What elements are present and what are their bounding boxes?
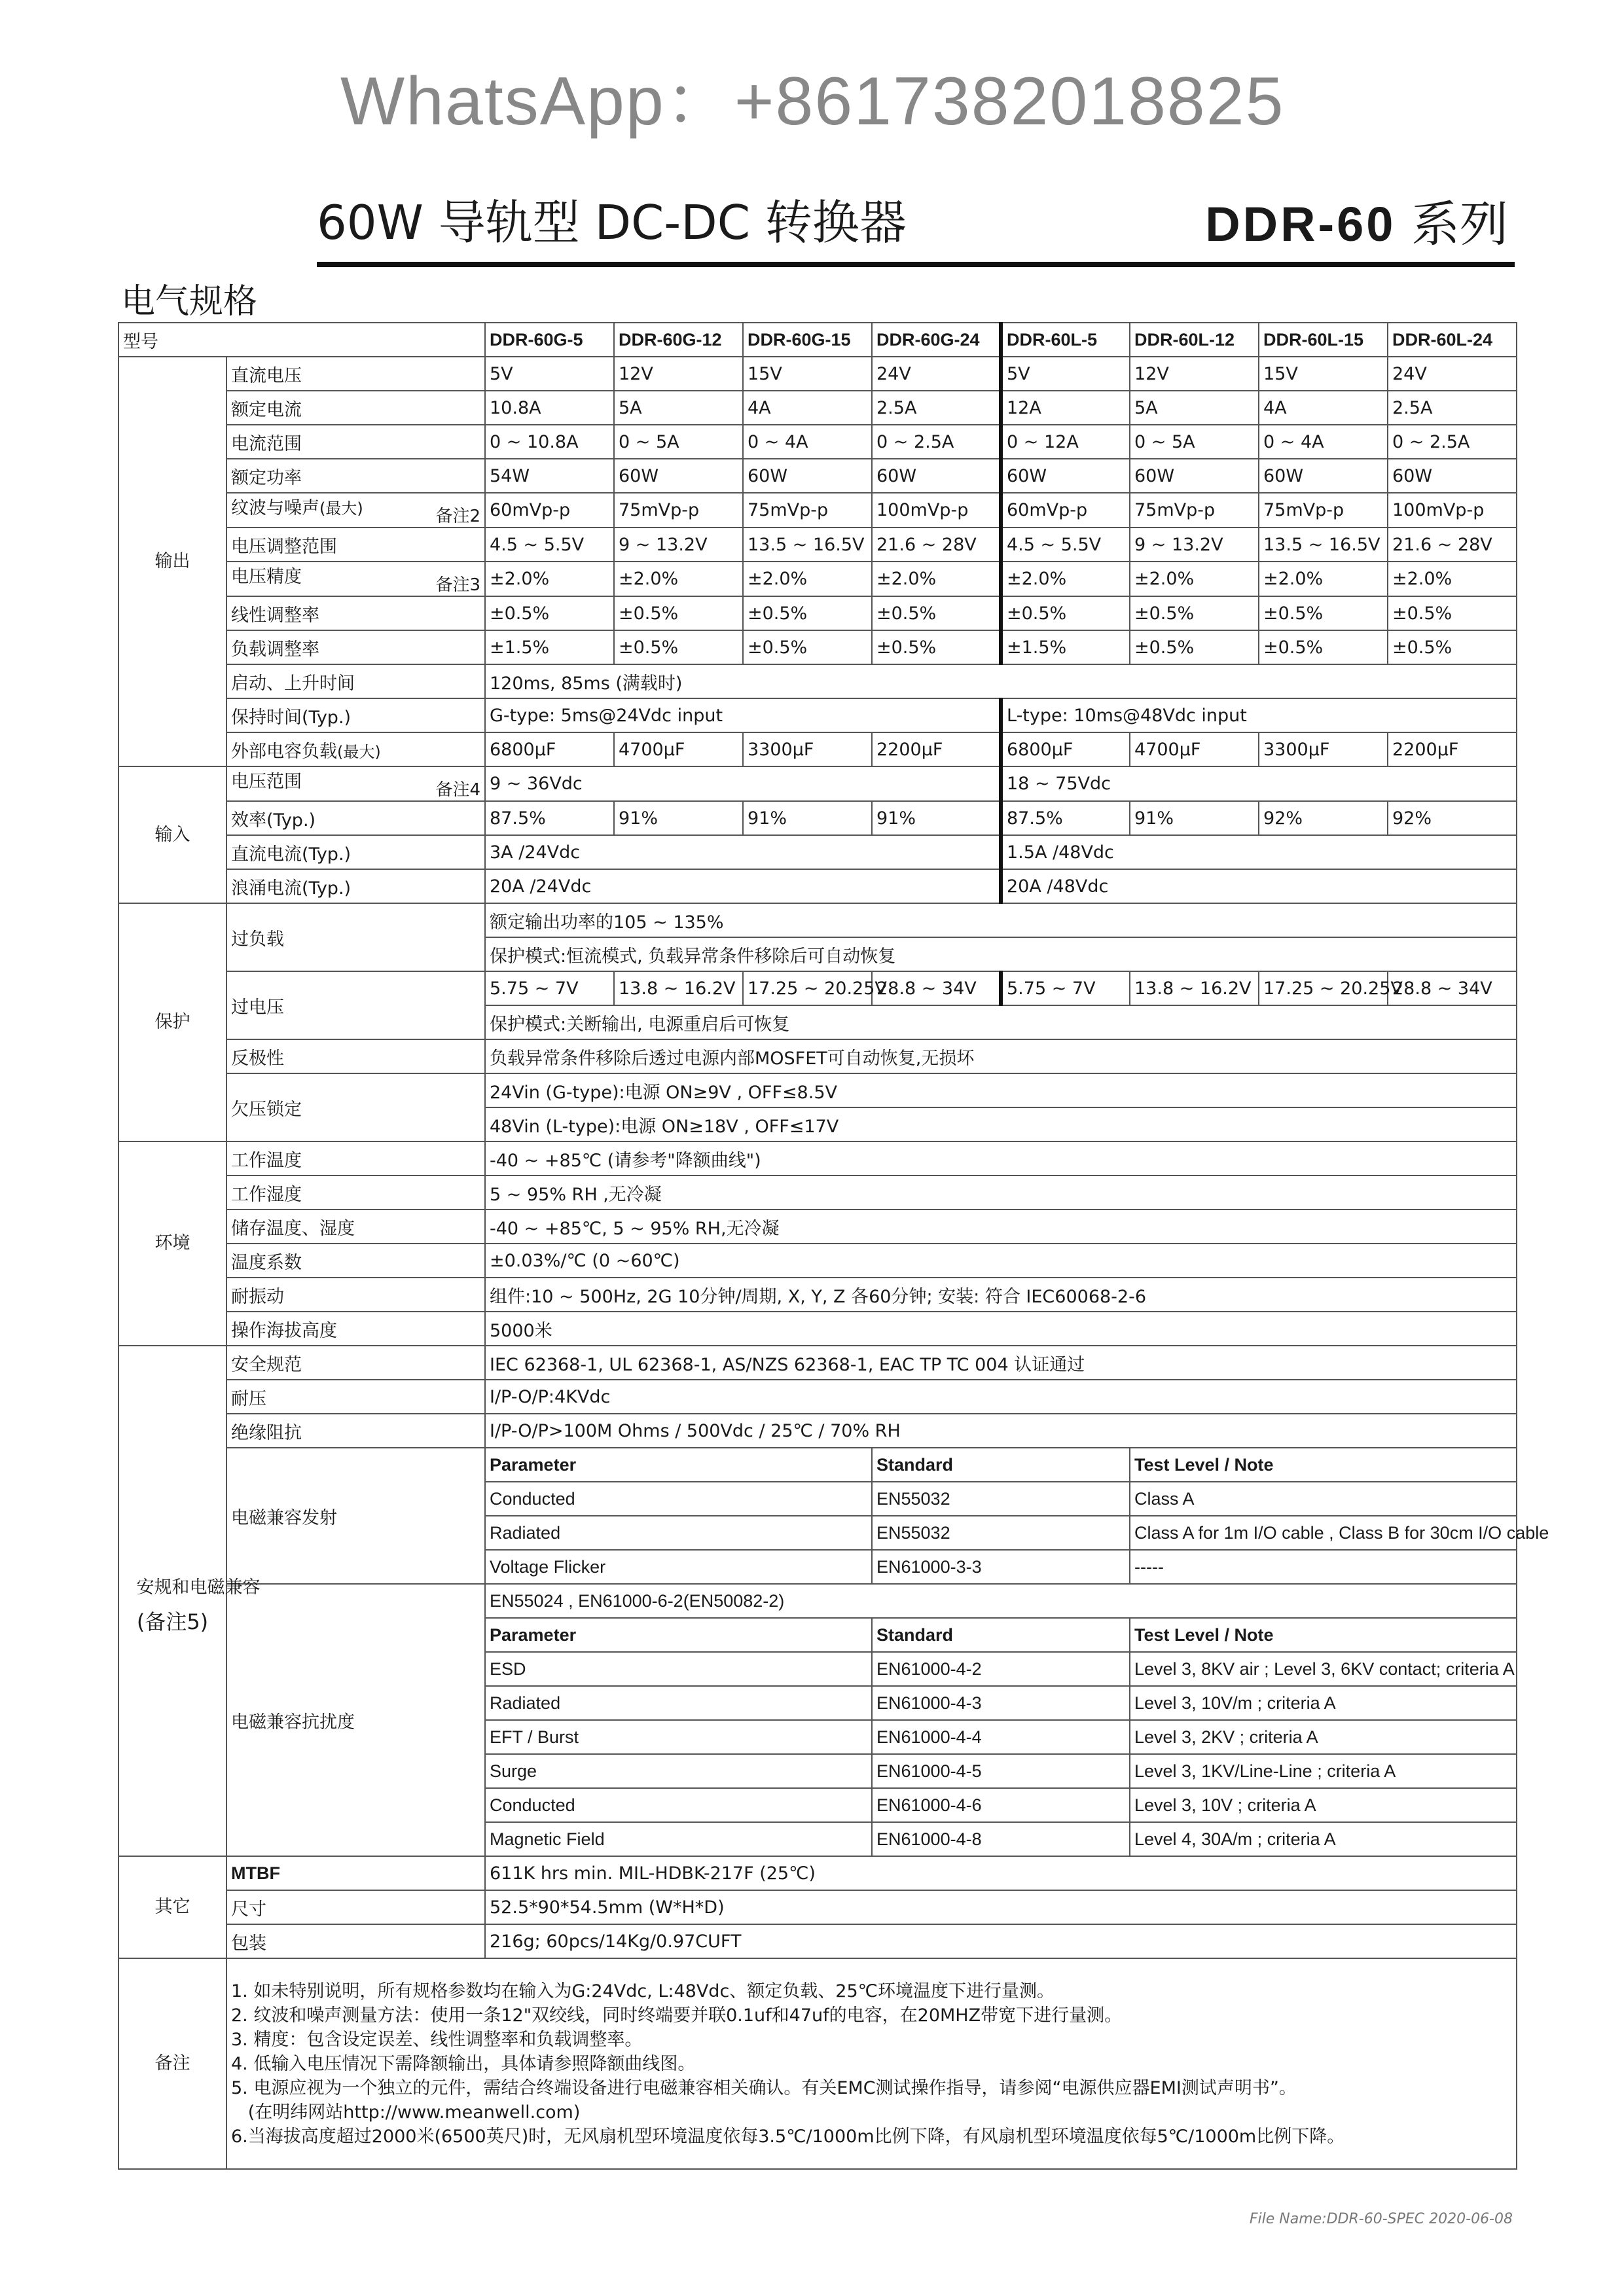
table-row <box>118 835 1517 869</box>
value-cell: 24V <box>872 357 1001 391</box>
table-row <box>118 1210 1517 1244</box>
ems-cell: Level 3, 2KV ; criteria A <box>1130 1720 1517 1754</box>
note-line: 5. 电源应视为一个独立的元件，需结合终端设备进行电磁兼容相关确认。有关EMC测试操作指导，请参阅“电源供应器EMI测试声明书”。 <box>231 2077 1297 2098</box>
value-cell: 0 ~ 12A <box>1001 425 1130 459</box>
value-cell: 5000米 <box>485 1312 1517 1346</box>
table-row <box>118 323 1517 357</box>
value-cell: 5A <box>614 391 743 425</box>
value-cell: 6800μF <box>485 732 614 766</box>
table-row <box>118 357 1517 391</box>
value-cell: 120ms, 85ms (满载时) <box>485 664 1517 698</box>
table-row <box>118 1175 1517 1210</box>
table-row <box>118 1073 1517 1107</box>
note-ref: 备注4 <box>435 780 480 800</box>
value-cell: 21.6 ~ 28V <box>1388 528 1517 562</box>
value-cell: 92% <box>1259 801 1388 835</box>
value-cell: 负载异常条件移除后透过电源内部MOSFET可自动恢复,无损坏 <box>485 1039 1517 1073</box>
spec-table <box>118 322 1549 2170</box>
row-label: 包装 <box>226 1924 485 1958</box>
row-label: 欠压锁定 <box>226 1073 485 1141</box>
row-label: 电磁兼容抗扰度 <box>226 1584 485 1856</box>
row-label: 耐振动 <box>226 1278 485 1312</box>
value-cell: ±0.5% <box>743 596 872 630</box>
value-cell: 20A /48Vdc <box>1001 869 1517 903</box>
value-cell: ±0.5% <box>1130 630 1259 664</box>
row-label: 操作海拔高度 <box>226 1312 485 1346</box>
row-label: 反极性 <box>226 1039 485 1073</box>
label-qualifier: (最大) <box>337 742 381 761</box>
row-label: MTBF <box>226 1856 485 1890</box>
ems-cell: Magnetic Field <box>485 1822 872 1856</box>
row-label: 额定电流 <box>226 391 485 425</box>
ems-cell: Surge <box>485 1754 872 1788</box>
value-cell: ±0.5% <box>1259 596 1388 630</box>
model-header: DDR-60G-12 <box>614 323 743 357</box>
row-label: 备注4 电压范围 <box>226 766 485 801</box>
row-label: 备注3 电压精度 <box>226 562 485 596</box>
table-row <box>118 664 1517 698</box>
note-ref: 备注3 <box>435 575 480 595</box>
value-cell: ±0.5% <box>614 630 743 664</box>
table-row <box>118 1856 1517 1890</box>
value-cell: 13.5 ~ 16.5V <box>1259 528 1388 562</box>
ems-cell: EN61000-4-8 <box>872 1822 1130 1856</box>
row-label: 保持时间(Typ.) <box>226 698 485 732</box>
value-cell: ±2.0% <box>1259 562 1388 596</box>
value-cell: 3A /24Vdc <box>485 835 1001 869</box>
category-output: 输出 <box>118 357 226 766</box>
value-cell: ±2.0% <box>872 562 1001 596</box>
row-label: 浪涌电流(Typ.) <box>226 869 485 903</box>
file-name-footer: File Name:DDR-60-SPEC 2020-06-08 <box>1249 2211 1513 2227</box>
value-cell: 9 ~ 36Vdc <box>485 766 1001 801</box>
value-cell: ±2.0% <box>485 562 614 596</box>
value-cell: 17.25 ~ 20.25V <box>1259 971 1388 1005</box>
emi-cell: Class A <box>1130 1482 1517 1516</box>
note-line: 2. 纹波和噪声测量方法：使用一条12"双绞线，同时终端要并联0.1uf和47uf的电容，在20MHZ带宽下进行量测。 <box>231 2005 1123 2026</box>
table-row <box>118 1414 1517 1448</box>
note-ref: 备注2 <box>435 507 480 526</box>
ems-cell: Radiated <box>485 1686 872 1720</box>
table-row <box>118 869 1517 903</box>
value-cell: -40 ~ +85℃ (请参考"降额曲线") <box>485 1141 1517 1175</box>
table-row <box>118 425 1517 459</box>
value-cell: 2200μF <box>872 732 1001 766</box>
value-cell: ±0.5% <box>1388 596 1517 630</box>
value-cell: 92% <box>1388 801 1517 835</box>
table-row <box>118 1448 1517 1482</box>
table-row <box>118 630 1517 664</box>
value-cell: ±0.5% <box>614 596 743 630</box>
note-line: (在明纬网站http://www.meanwell.com) <box>231 2102 581 2123</box>
value-cell: I/P-O/P>100M Ohms / 500Vdc / 25℃ / 70% RH <box>485 1414 1517 1448</box>
value-cell: 87.5% <box>485 801 614 835</box>
value-cell: 2.5A <box>1388 391 1517 425</box>
value-cell: 0 ~ 4A <box>1259 425 1388 459</box>
row-label: 储存温度、湿度 <box>226 1210 485 1244</box>
value-cell: ±0.5% <box>1259 630 1388 664</box>
value-cell: ±2.0% <box>1001 562 1130 596</box>
value-cell: 60W <box>1130 459 1259 493</box>
model-header: DDR-60G-15 <box>743 323 872 357</box>
note-line: 4. 低输入电压情况下需降额输出，具体请参照降额曲线图。 <box>231 2053 696 2074</box>
value-cell: L-type: 10ms@48Vdc input <box>1001 698 1517 732</box>
row-label: 外部电容负载(最大) <box>226 732 485 766</box>
value-cell: 20A /24Vdc <box>485 869 1001 903</box>
value-cell: ±2.0% <box>743 562 872 596</box>
value-cell: ±0.5% <box>485 596 614 630</box>
value-cell: 60W <box>1259 459 1388 493</box>
ems-cell: EN61000-4-6 <box>872 1788 1130 1822</box>
row-label: 工作湿度 <box>226 1175 485 1210</box>
value-cell: 28.8 ~ 34V <box>872 971 1001 1005</box>
table-row <box>118 1141 1517 1175</box>
table-row <box>118 1958 1517 2169</box>
model-header: DDR-60L-12 <box>1130 323 1259 357</box>
model-header: DDR-60L-24 <box>1388 323 1517 357</box>
table-row <box>118 1584 1517 1618</box>
series-title: DDR-60 系列 <box>1205 196 1508 253</box>
value-cell: 0 ~ 2.5A <box>872 425 1001 459</box>
value-cell: 4.5 ~ 5.5V <box>1001 528 1130 562</box>
row-label: 直流电流(Typ.) <box>226 835 485 869</box>
ems-header: Test Level / Note <box>1130 1618 1517 1652</box>
note-line: 1. 如未特别说明，所有规格参数均在输入为G:24Vdc, L:48Vdc、额定负载、25℃环境温度下进行量测。 <box>231 1981 1055 2001</box>
model-header: DDR-60G-5 <box>485 323 614 357</box>
value-cell: 60W <box>614 459 743 493</box>
emi-cell: Radiated <box>485 1516 872 1550</box>
model-header: DDR-60G-24 <box>872 323 1001 357</box>
value-cell: 48Vin (L-type):电源 ON≥18V , OFF≤17V <box>485 1107 1517 1141</box>
table-row <box>118 562 1517 596</box>
table-row <box>118 459 1517 493</box>
value-cell: 60W <box>743 459 872 493</box>
ems-cell: Level 4, 30A/m ; criteria A <box>1130 1822 1517 1856</box>
value-cell: 60mVp-p <box>1001 493 1130 528</box>
value-cell: 5V <box>485 357 614 391</box>
value-cell: 4.5 ~ 5.5V <box>485 528 614 562</box>
ems-cell: EN61000-4-3 <box>872 1686 1130 1720</box>
value-cell: ±2.0% <box>1388 562 1517 596</box>
document-header <box>317 190 1515 267</box>
value-cell: 60W <box>1001 459 1130 493</box>
ems-header: Parameter <box>485 1618 872 1652</box>
emi-header: Parameter <box>485 1448 872 1482</box>
value-cell: 15V <box>1259 357 1388 391</box>
value-cell: 5V <box>1001 357 1130 391</box>
ems-cell: EN61000-4-2 <box>872 1652 1130 1686</box>
value-cell: 21.6 ~ 28V <box>872 528 1001 562</box>
value-cell: ±0.5% <box>1001 596 1130 630</box>
row-label: 额定功率 <box>226 459 485 493</box>
value-cell: 216g; 60pcs/14Kg/0.97CUFT <box>485 1924 1517 1958</box>
value-cell: 2200μF <box>1388 732 1517 766</box>
value-cell: 5 ~ 95% RH ,无冷凝 <box>485 1175 1517 1210</box>
ems-cell: EN61000-4-5 <box>872 1754 1130 1788</box>
value-cell: G-type: 5ms@24Vdc input <box>485 698 1001 732</box>
value-cell: 保护模式:恒流模式, 负载异常条件移除后可自动恢复 <box>485 937 1517 971</box>
emi-header: Standard <box>872 1448 1130 1482</box>
value-cell: 13.8 ~ 16.2V <box>614 971 743 1005</box>
row-label: 温度系数 <box>226 1244 485 1278</box>
row-label: 耐压 <box>226 1380 485 1414</box>
value-cell: ±1.5% <box>485 630 614 664</box>
value-cell: 54W <box>485 459 614 493</box>
category-protection: 保护 <box>118 903 226 1141</box>
value-cell: 91% <box>872 801 1001 835</box>
value-cell: 5.75 ~ 7V <box>485 971 614 1005</box>
value-cell: 91% <box>1130 801 1259 835</box>
row-label: 尺寸 <box>226 1890 485 1924</box>
model-label: 型号 <box>118 323 485 357</box>
table-row <box>118 971 1517 1005</box>
ems-cell: EFT / Burst <box>485 1720 872 1754</box>
category-notes: 备注 <box>118 1958 226 2169</box>
value-cell: -40 ~ +85℃, 5 ~ 95% RH,无冷凝 <box>485 1210 1517 1244</box>
value-cell: 18 ~ 75Vdc <box>1001 766 1517 801</box>
ems-cell: Level 3, 8KV air ; Level 3, 6KV contact; criteria A <box>1130 1652 1517 1686</box>
value-cell: 3300μF <box>743 732 872 766</box>
emi-header: Test Level / Note <box>1130 1448 1517 1482</box>
emi-cell: EN55032 <box>872 1516 1130 1550</box>
notes-block <box>226 1958 1517 2169</box>
row-label: 效率(Typ.) <box>226 801 485 835</box>
value-cell: 75mVp-p <box>614 493 743 528</box>
ems-standards: EN55024 , EN61000-6-2(EN50082-2) <box>485 1584 1517 1618</box>
table-row <box>118 1890 1517 1924</box>
value-cell: 91% <box>743 801 872 835</box>
row-label: 直流电压 <box>226 357 485 391</box>
value-cell: 组件:10 ~ 500Hz, 2G 10分钟/周期, X, Y, Z 各60分钟; 安装: 符合 IEC60068-2-6 <box>485 1278 1517 1312</box>
table-row <box>118 1924 1517 1958</box>
value-cell: ±2.0% <box>614 562 743 596</box>
table-row <box>118 493 1517 528</box>
value-cell: 6800μF <box>1001 732 1130 766</box>
table-row <box>118 391 1517 425</box>
model-header: DDR-60L-15 <box>1259 323 1388 357</box>
table-row <box>118 732 1517 766</box>
value-cell: ±0.5% <box>1388 630 1517 664</box>
value-cell: 60mVp-p <box>485 493 614 528</box>
table-row <box>118 528 1517 562</box>
value-cell: 0 ~ 2.5A <box>1388 425 1517 459</box>
category-environment: 环境 <box>118 1141 226 1346</box>
whatsapp-watermark: WhatsApp：+8617382018825 <box>340 63 1285 139</box>
value-cell: 24V <box>1388 357 1517 391</box>
row-label: 过负载 <box>226 903 485 971</box>
category-others: 其它 <box>118 1856 226 1958</box>
table-row <box>118 1039 1517 1073</box>
value-cell: 4700μF <box>614 732 743 766</box>
label-qualifier: (最大) <box>319 499 363 518</box>
row-label: 负载调整率 <box>226 630 485 664</box>
value-cell: 13.5 ~ 16.5V <box>743 528 872 562</box>
ems-cell: Level 3, 1KV/Line-Line ; criteria A <box>1130 1754 1517 1788</box>
value-cell: 4A <box>1259 391 1388 425</box>
table-row <box>118 1346 1517 1380</box>
value-cell: 5.75 ~ 7V <box>1001 971 1130 1005</box>
value-cell: ±0.5% <box>1130 596 1259 630</box>
row-label: 启动、上升时间 <box>226 664 485 698</box>
value-cell: 0 ~ 10.8A <box>485 425 614 459</box>
value-cell: 额定输出功率的105 ~ 135% <box>485 903 1517 937</box>
value-cell: ±0.5% <box>872 596 1001 630</box>
value-cell: 611K hrs min. MIL-HDBK-217F (25℃) <box>485 1856 1517 1890</box>
table-row <box>118 1380 1517 1414</box>
category-note: (备注5) <box>136 1609 209 1634</box>
value-cell: ±2.0% <box>1130 562 1259 596</box>
section-title: 电气规格 <box>121 282 258 321</box>
value-cell: 9 ~ 13.2V <box>614 528 743 562</box>
value-cell: 87.5% <box>1001 801 1130 835</box>
row-label: 绝缘阻抗 <box>226 1414 485 1448</box>
value-cell: 75mVp-p <box>1130 493 1259 528</box>
value-cell: 17.25 ~ 20.25V <box>743 971 872 1005</box>
value-cell: 4700μF <box>1130 732 1259 766</box>
ems-cell: Level 3, 10V/m ; criteria A <box>1130 1686 1517 1720</box>
emi-cell: Class A for 1m I/O cable , Class B for 30cm I/O cable <box>1130 1516 1517 1550</box>
value-cell: 5A <box>1130 391 1259 425</box>
row-label: 电流范围 <box>226 425 485 459</box>
value-cell: 0 ~ 4A <box>743 425 872 459</box>
table-row <box>118 903 1517 937</box>
value-cell: 3300μF <box>1259 732 1388 766</box>
table-row <box>118 1278 1517 1312</box>
value-cell: I/P-O/P:4KVdc <box>485 1380 1517 1414</box>
value-cell: ±0.5% <box>872 630 1001 664</box>
value-cell: 4A <box>743 391 872 425</box>
table-row <box>118 698 1517 732</box>
row-label: 工作温度 <box>226 1141 485 1175</box>
ems-cell: ESD <box>485 1652 872 1686</box>
value-cell: 12V <box>1130 357 1259 391</box>
value-cell: 9 ~ 13.2V <box>1130 528 1259 562</box>
page-title: 60W 导轨型 DC-DC 转换器 <box>317 195 907 250</box>
value-cell: 1.5A /48Vdc <box>1001 835 1517 869</box>
value-cell: 75mVp-p <box>1259 493 1388 528</box>
value-cell: 75mVp-p <box>743 493 872 528</box>
row-label: 电磁兼容发射 <box>226 1448 485 1584</box>
value-cell: 100mVp-p <box>872 493 1001 528</box>
note-line: 3. 精度：包含设定误差、线性调整率和负载调整率。 <box>231 2029 643 2050</box>
value-cell: 0 ~ 5A <box>1130 425 1259 459</box>
value-cell: 91% <box>614 801 743 835</box>
emi-cell: ----- <box>1130 1550 1517 1584</box>
value-cell: ±0.5% <box>743 630 872 664</box>
ems-header: Standard <box>872 1618 1130 1652</box>
table-row <box>118 801 1517 835</box>
note-line: 6.当海拔高度超过2000米(6500英尺)时，无风扇机型环境温度依每3.5℃/1000m比例下降，有风扇机型环境温度依每5℃/1000m比例下降。 <box>231 2126 1345 2147</box>
table-row <box>118 766 1517 801</box>
value-cell: 28.8 ~ 34V <box>1388 971 1517 1005</box>
value-cell: 13.8 ~ 16.2V <box>1130 971 1259 1005</box>
table-row <box>118 1244 1517 1278</box>
category-label: 安规和电磁兼容 <box>136 1577 261 1598</box>
row-label: 电压调整范围 <box>226 528 485 562</box>
value-cell: 保护模式:关断输出, 电源重启后可恢复 <box>485 1005 1517 1039</box>
value-cell: 15V <box>743 357 872 391</box>
row-label: 安全规范 <box>226 1346 485 1380</box>
value-cell: 24Vin (G-type):电源 ON≥9V , OFF≤8.5V <box>485 1073 1517 1107</box>
ems-cell: Conducted <box>485 1788 872 1822</box>
ems-cell: EN61000-4-4 <box>872 1720 1130 1754</box>
value-cell: 12V <box>614 357 743 391</box>
value-cell: 2.5A <box>872 391 1001 425</box>
value-cell: 10.8A <box>485 391 614 425</box>
emi-cell: Voltage Flicker <box>485 1550 872 1584</box>
value-cell: 60W <box>1388 459 1517 493</box>
category-input: 输入 <box>118 766 226 903</box>
value-cell: 0 ~ 5A <box>614 425 743 459</box>
value-cell: ±1.5% <box>1001 630 1130 664</box>
value-cell: 100mVp-p <box>1388 493 1517 528</box>
value-cell: IEC 62368-1, UL 62368-1, AS/NZS 62368-1, EAC TP TC 004 认证通过 <box>485 1346 1517 1380</box>
row-label: 过电压 <box>226 971 485 1039</box>
emi-cell: EN61000-3-3 <box>872 1550 1130 1584</box>
ems-cell: Level 3, 10V ; criteria A <box>1130 1788 1517 1822</box>
value-cell: 52.5*90*54.5mm (W*H*D) <box>485 1890 1517 1924</box>
table-row <box>118 1312 1517 1346</box>
value-cell: ±0.03%/℃ (0 ~60℃) <box>485 1244 1517 1278</box>
emi-cell: EN55032 <box>872 1482 1130 1516</box>
row-label: 线性调整率 <box>226 596 485 630</box>
table-row <box>118 596 1517 630</box>
emi-cell: Conducted <box>485 1482 872 1516</box>
row-label: 备注2 纹波与噪声(最大) <box>226 493 485 528</box>
model-header: DDR-60L-5 <box>1001 323 1130 357</box>
value-cell: 12A <box>1001 391 1130 425</box>
value-cell: 60W <box>872 459 1001 493</box>
